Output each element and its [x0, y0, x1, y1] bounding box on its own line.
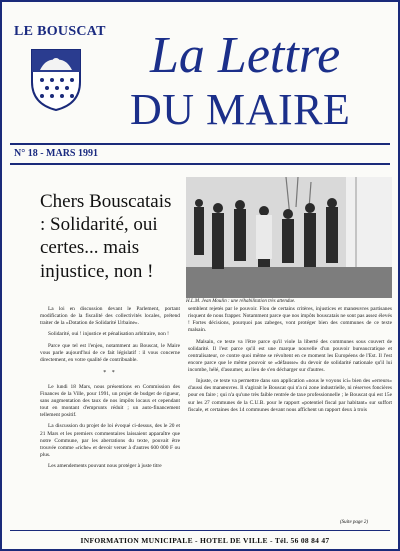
issue-rule	[10, 163, 390, 165]
paragraph: Malsain, ce texte va l'être parce qu'il viole la liberté des communes sous couvert de solidarité. Il l'est parce qu'il est une marque nouvelle d'un pouvoir bureaucratique et centralisateur, ce contre quoi même se révoltent en ce moment les Européens de l'Est. Il l'est encore parce que le même pouvoir se «défausse» du devoir de solidarité nationale qu'il lui incombe, hélé, d'assumer, au lieu de s'en décharger sur d'autres.	[188, 338, 392, 373]
paragraph: Le lundi 18 Mars, nous présentions en Commission des Finances de la Ville, pour 1991, un projet de budget de rigueur, sans augmentation des taux de nos impôts locaux et cependant tout en montant d'emprunts réduit ; un auto-financement tellement positif.	[40, 383, 180, 419]
paragraph: La loi en discussion devant le Parlement, portant modification de la fiscalité des collectivités locales, prétend traiter de la «Dotation de Solidarité Urbaine».	[40, 306, 180, 327]
section-separator: * *	[103, 369, 117, 376]
paragraph: Solidarité, oui ! injustice et pénalisation arbitraire, non !	[48, 331, 169, 338]
masthead-title-bottom: DU MAIRE	[130, 85, 351, 134]
article-column-2	[188, 306, 392, 418]
footer-rule	[10, 530, 390, 531]
article-column-1	[40, 306, 180, 474]
issue-number: N° 18 - MARS 1991	[14, 148, 98, 159]
town-name: LE BOUSCAT	[14, 24, 106, 39]
paragraph: semblent rejetés par le pouvoir. Flou de certains critères, injustices et manœuvres partisanes risquent de nous frapper. Notamment parce que nos impôts bouscatais ne sont pas assez élevés ! Fortes décisions, pourquoi pas zabeges, vont protéger bien des communes de ce texte malsain.	[188, 306, 392, 334]
paragraph: La discussion du projet de loi évoqué ci-dessus, des le 20 et 21 Mars et les premiers commentaires laissaient apparaître que notre Commune, par les aberrations du texte, pouvait être trouvée comme «riche» et devoir verser à d'autres 600 000 F ou plus.	[40, 423, 180, 458]
paragraph: Parce que tel est l'enjeu, notamment au Bouscat, le Maire vous parle aujourd'hui de ce fait législatif : il vous concerne directement, en votre qualité de contribuable.	[40, 342, 180, 363]
continued-note: (Suite page 2)	[340, 520, 369, 525]
paragraph: Injuste, ce texte va permettre dans son application «nous le voyons ici» bien des «erreurs» d'aussi des manœuvres. Il s'agirait le Bouscat qui n'a ni zone industrielle, ni réserves foncières pour en faire ; qui n'a qu'une très faible rentrée de taxe professionnelle ; le Bouscat qui est 15e sur les 27 communes de la C.U.B. pour le rapport «potentiel fiscal par habitant» sur suffort fiscale, et certaines des 14 communes devant nous affichent un rapport deux à trois	[188, 378, 392, 413]
header-rule	[10, 143, 390, 145]
footer-contact: INFORMATION MUNICIPALE - HOTEL DE VILLE - Tél. 56 08 84 47	[80, 536, 330, 545]
article-headline: Chers Bouscatais : Solidarité, oui certes... mais injustice, non !	[40, 191, 172, 282]
coat-of-arms-icon	[28, 46, 84, 112]
paragraph: Les amendements pouvant nous protéger à juste titre	[48, 463, 162, 470]
article-photo	[186, 177, 392, 298]
masthead-title-top: La Lettre	[150, 27, 341, 84]
photo-caption: H.L.M. Jean Moulin : une réhabilitation très attendue.	[186, 299, 296, 304]
